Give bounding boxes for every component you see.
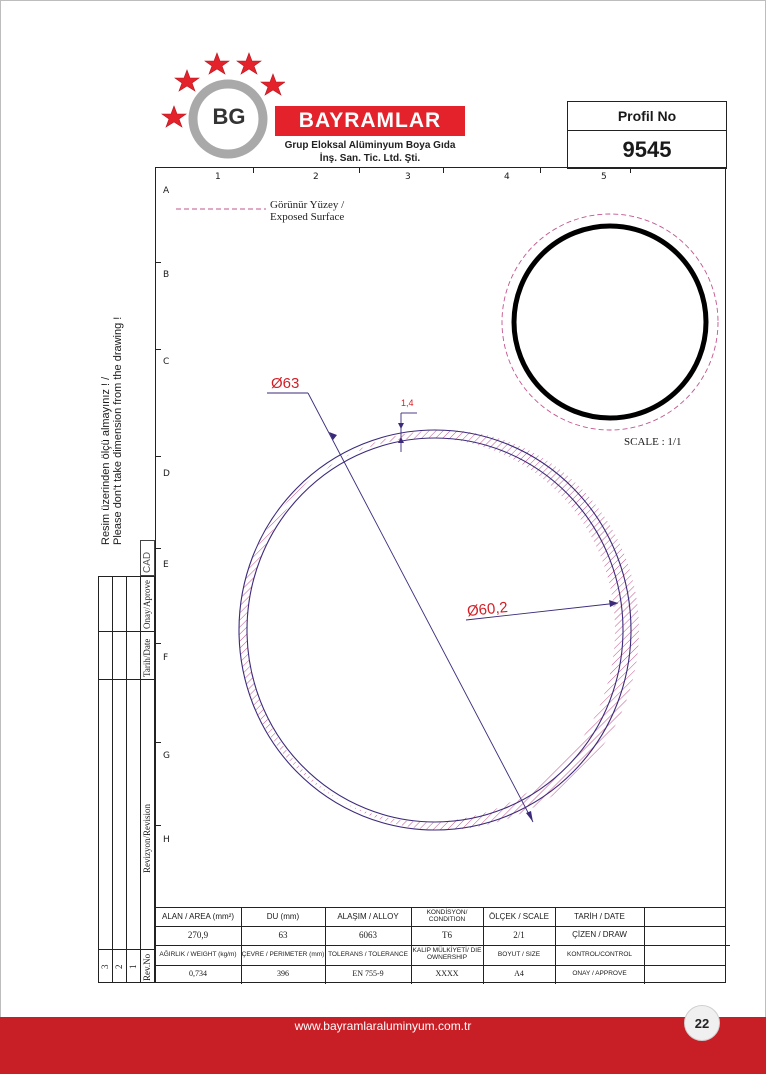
grid-row-label: E [163,560,169,570]
grid-row-label: D [163,469,170,479]
approve-label: ONAY / APPROVE [572,970,627,978]
rev-number: 3 [100,964,110,969]
star-icon [237,53,261,74]
die-ownership-header: KALIP MÜLKİYETİ/ DIE OWNERSHIP [412,947,482,961]
condition-header: KONDİSYON/ CONDITION [426,909,468,923]
profile-number: 9545 [622,136,672,162]
grid-row-label: A [163,186,170,196]
du-value: 63 [278,929,288,940]
area-value: 270,9 [187,929,209,940]
brand-name: BAYRAMLAR [275,106,465,136]
control-label: KONTROL/CONTROL [566,950,632,958]
profile-label: Profil No [568,102,726,131]
logo-initials: BG [212,104,246,129]
perimeter-value: 396 [277,969,289,979]
exposed-surface-label-2: Exposed Surface [270,211,345,223]
grid-column-label: 2 [313,172,319,182]
rev-number: 2 [114,964,124,969]
outer-diameter-label: Ø63 [271,375,300,392]
star-icon [162,106,186,127]
tarih-header: Tarih/Date [142,638,152,677]
die-ownership-value: XXXX [435,969,459,979]
warning-text-tr: Resim üzerinden ölçü almayınız ! / [100,376,112,545]
grid-row-label: B [163,270,170,280]
grid-column-label: 3 [405,172,411,182]
profile-drawing [155,167,726,907]
preview-scale-label: SCALE : 1/1 [624,436,682,448]
star-icon [205,53,229,74]
area-header: ALAN / AREA (mm²) [161,911,234,921]
grid-column-label: 4 [504,172,510,182]
cad-box [140,540,155,576]
grid-row-label: C [163,357,170,367]
profile-number-box [567,101,727,169]
inner-diameter-label: Ø60,2 [466,598,509,621]
revno-header: Rev.No [142,953,152,981]
tube-wall-hatch [239,430,639,830]
tolerance-header: TOLERANS / TOLERANCE [328,950,408,958]
condition-value: T6 [442,929,452,940]
tolerance-value: EN 755-9 [352,969,384,979]
scale-header: ÖLÇEK / SCALE [488,911,550,921]
alloy-header: ALAŞIM / ALLOY [337,911,399,921]
alloy-value: 6063 [359,929,377,940]
size-header: BOYUT / SIZE [497,950,541,958]
date-header: TARİH / DATE [574,911,625,921]
size-value: A4 [514,969,524,979]
revizyon-header: Revizyon/Revision [142,804,152,873]
scale-value: 2/1 [513,929,525,940]
grid-column-label: 5 [601,172,607,182]
cad-label: CAD [142,551,153,573]
grid-row-label: G [163,751,170,761]
weight-value: 0,734 [189,969,207,979]
wall-thickness-label: 1,4 [401,398,414,408]
onay-header: Onay/Aprove [142,580,152,629]
rev-number: 1 [128,964,138,969]
perimeter-header: ÇEVRE / PERIMETER (mm) [241,950,325,958]
star-icon [175,70,199,91]
arrow-icon [526,811,533,822]
exposed-surface-label-1: Görünür Yüzey / [270,199,345,211]
revision-table [98,576,155,983]
star-icon [261,74,285,95]
brand-subtitle-1: Grup Eloksal Alüminyum Boya Gıda [284,140,456,151]
du-header: DU (mm) [266,911,300,921]
weight-header: AĞIRLIK / WEIGHT (kg/m) [159,950,237,958]
draw-label: ÇİZEN / DRAW [572,930,627,940]
page-number: 22 [684,1005,720,1041]
warning-text-en: Please don't take dimension from the drawing ! [112,316,124,545]
title-block-table [155,907,726,984]
grid-row-label: F [163,653,169,663]
brand-subtitle-2: İnş. San. Tic. Ltd. Şti. [319,153,421,164]
grid-row-label: H [163,835,170,845]
arrow-icon [398,423,404,429]
grid-column-label: 1 [215,172,221,182]
footer-website-link[interactable]: www.bayramlaraluminyum.com.tr [294,1019,472,1033]
